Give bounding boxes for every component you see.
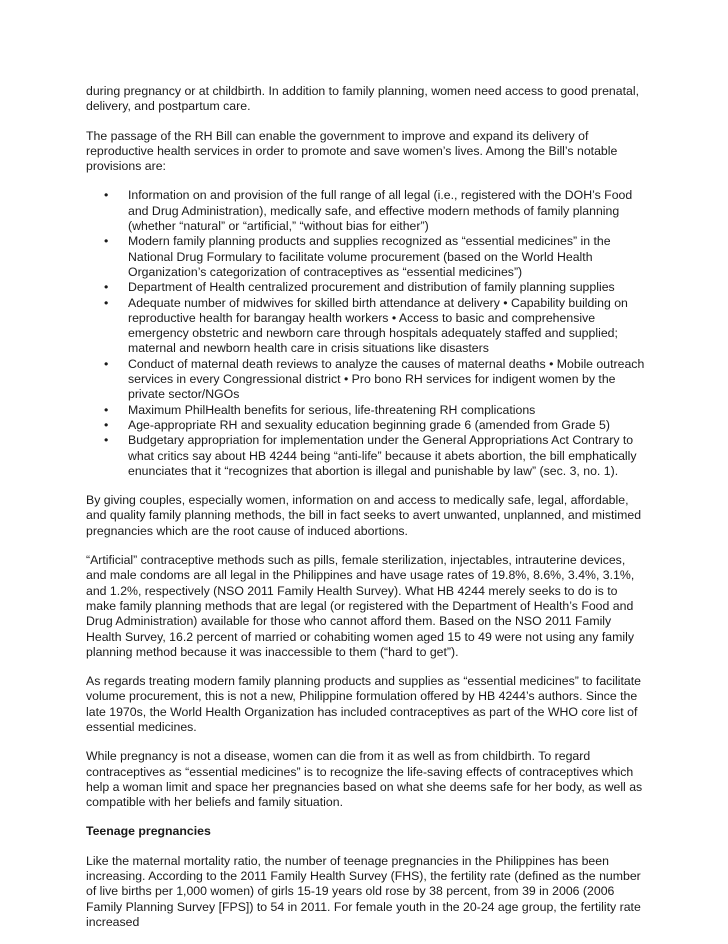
provisions-list	[86, 188, 646, 479]
paragraph-artificial-methods: “Artificial” contraceptive methods such as pills, female sterilization, injectables, intrauterine devices, and male condoms are all legal in the Philippines and have usage rates of 19.8%, 8.6%, 3.4%, 3.1%, and 1.2%, respectively (NSO 2011 Family Health Survey). What HB 4244 merely seeks to do is to make family planning methods that are legal (or registered with the Department of Health’s Food and Drug Administration) available for those who cannot afford them. Based on the NSO 2011 Family Health Survey, 16.2 percent of married or cohabiting women aged 15 to 49 were not using any family planning method because it was inaccessible to them (“hard to get”).	[86, 553, 635, 659]
paragraph-rh-bill-passage: The passage of the RH Bill can enable the government to improve and expand its delivery of reproductive health services in order to promote and save women’s lives. Among the Bill’s notable provisions are:	[86, 128, 618, 174]
list-item-text: Adequate number of midwives for skilled birth attendance at delivery • Capability building on reproductive health for barangay health workers • Access to basic and comprehensive emergency obstetric and newborn care through hospitals adequately staffed and supplied; maternal and newborn health care in crisis situations like disasters	[128, 295, 628, 356]
list-item	[104, 417, 646, 433]
bullet-icon: •	[104, 188, 109, 203]
list-item	[104, 188, 646, 234]
section-heading: Teenage pregnancies	[86, 824, 211, 839]
paragraph-averting-abortions: By giving couples, especially women, information on and access to medically safe, legal, affordable, and quality family planning methods, the bill in fact seeks to avert unwanted, unplanned, and mistimed pregnancies which are the root cause of induced abortions.	[86, 493, 642, 538]
bullet-icon: •	[104, 417, 109, 432]
bullet-icon: •	[104, 402, 109, 417]
list-item-text: Maximum PhilHealth benefits for serious, life-threatening RH complications	[128, 402, 536, 417]
list-item-text: Budgetary appropriation for implementation under the General Appropriations Act Contrary to what critics say about HB 4244 being “anti-life” because it abets abortion, the bill emphatically enunciates that it “recognizes that abortion is illegal and punishable by law” (sec. 3, no. 1).	[128, 433, 637, 478]
bullet-icon: •	[104, 234, 109, 249]
list-item-text: Department of Health centralized procurement and distribution of family planning supplies	[128, 280, 615, 295]
list-item	[104, 280, 646, 295]
list-item-text: Age-appropriate RH and sexuality education beginning grade 6 (amended from Grade 5)	[128, 417, 610, 432]
paragraph-intro-continued: during pregnancy or at childbirth. In addition to family planning, women need access to good prenatal, delivery, and postpartum care.	[86, 84, 640, 114]
list-item	[104, 433, 646, 479]
bullet-icon: •	[104, 356, 109, 371]
list-item	[104, 295, 646, 357]
bullet-icon: •	[104, 280, 109, 295]
document-page	[86, 84, 646, 944]
list-item	[104, 234, 646, 280]
list-item	[104, 402, 646, 418]
paragraph-essential-medicines: As regards treating modern family planning products and supplies as “essential medicines” to facilitate volume procurement, this is not a new, Philippine formulation offered by HB 4244’s authors. Since the late 1970s, the World Health Organization has included contraceptives as part of the WHO core list of essential medicines.	[86, 674, 642, 734]
list-item-text: Conduct of maternal death reviews to analyze the causes of maternal deaths • Mobile outreach services in every Congressional district • Pro bono RH services for indigent women by the private sector/NGOs	[128, 356, 645, 402]
paragraph-pregnancy-not-disease: While pregnancy is not a disease, women can die from it as well as from childbirth. To regard contraceptives as “essential medicines” is to recognize the life-saving effects of contraceptives which help a woman limit and space her pregnancies based on what she deems safe for her body, as well as compatible with her beliefs and family situation.	[86, 749, 643, 810]
list-item	[104, 356, 646, 403]
bullet-icon: •	[104, 433, 109, 448]
list-item-text: Information on and provision of the full range of all legal (i.e., registered with the DOH’s Food and Drug Administration), medically safe, and effective modern methods of family planning (whether “natural” or “artificial,” “without bias for either”)	[128, 188, 633, 234]
list-item-text: Modern family planning products and supplies recognized as “essential medicines” in the National Drug Formulary to facilitate volume procurement (based on the World Health Organization’s categorization of contraceptives as “essential medicines”)	[128, 234, 611, 279]
bullet-icon: •	[104, 295, 109, 310]
paragraph-teenage-pregnancies: Like the maternal mortality ratio, the number of teenage pregnancies in the Philippines has been increasing. According to the 2011 Family Health Survey (FHS), the fertility rate (defined as the number of live births per 1,000 women) of girls 15-19 years old rose by 38 percent, from 39 in 2006 (2006 Family Planning Survey [FPS]) to 54 in 2011. For female youth in the 20-24 age group, the fertility rate increased	[86, 853, 641, 929]
